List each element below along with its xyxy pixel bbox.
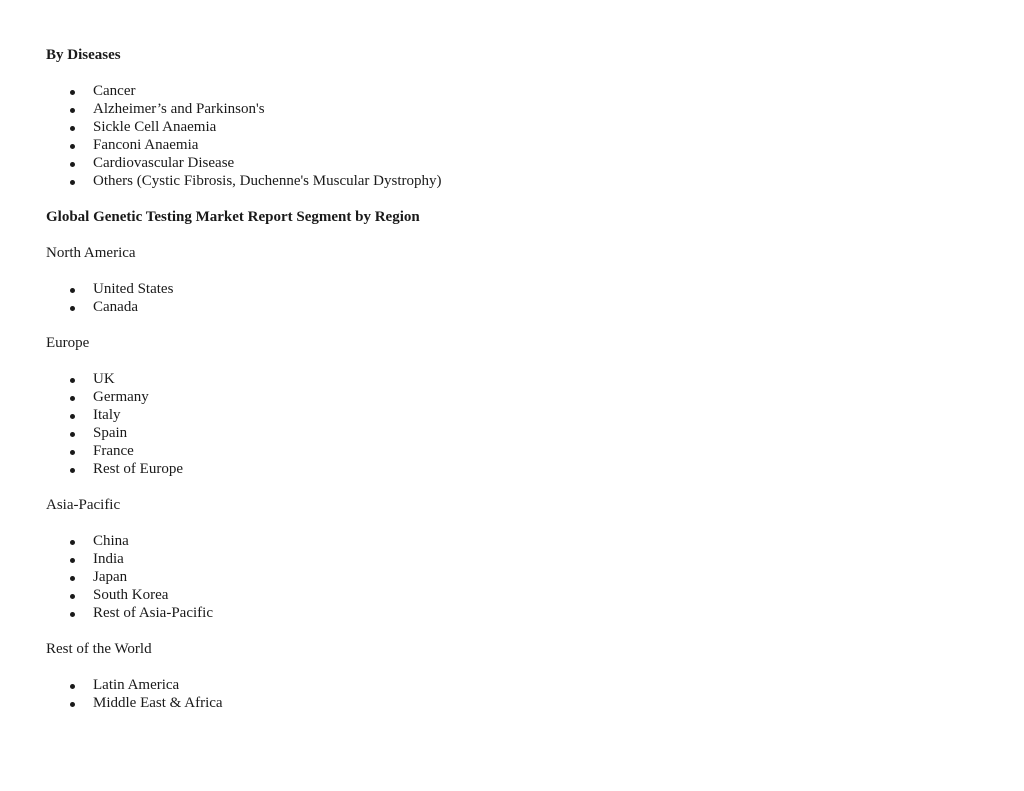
bullet-icon: [70, 594, 75, 599]
region-segment-heading: Global Genetic Testing Market Report Segment by Region: [46, 209, 420, 225]
region-north-america: North America: [46, 245, 136, 261]
bullet-icon: [70, 180, 75, 185]
north-america-list: [46, 280, 986, 316]
list-item-label: India: [93, 551, 124, 567]
list-item: [46, 424, 986, 442]
bullet-icon: [70, 126, 75, 131]
list-item-label: Japan: [93, 569, 128, 585]
list-item: [46, 586, 986, 604]
list-item-label: Sickle Cell Anaemia: [93, 119, 217, 135]
bullet-icon: [70, 468, 75, 473]
rest-of-world-list: [46, 676, 986, 712]
bullet-icon: [70, 450, 75, 455]
list-item-label: Alzheimer’s and Parkinson's: [93, 101, 265, 117]
list-item: [46, 388, 986, 406]
region-asia-pacific: Asia-Pacific: [46, 497, 121, 513]
list-item-label: Rest of Europe: [93, 461, 183, 477]
list-item: [46, 406, 986, 424]
region-europe: Europe: [46, 335, 90, 351]
list-item-label: Italy: [93, 407, 121, 423]
list-item: [46, 82, 986, 100]
list-item: [46, 676, 986, 694]
list-item: [46, 280, 986, 298]
bullet-icon: [70, 432, 75, 437]
list-item: [46, 442, 986, 460]
bullet-icon: [70, 90, 75, 95]
bullet-icon: [70, 702, 75, 707]
bullet-icon: [70, 306, 75, 311]
list-item: [46, 136, 986, 154]
bullet-icon: [70, 576, 75, 581]
bullet-icon: [70, 612, 75, 617]
bullet-icon: [70, 414, 75, 419]
bullet-icon: [70, 684, 75, 689]
list-item-label: Canada: [93, 299, 138, 315]
list-item: [46, 118, 986, 136]
list-item-label: Rest of Asia-Pacific: [93, 605, 213, 621]
bullet-icon: [70, 288, 75, 293]
list-item: [46, 694, 986, 712]
list-item: [46, 604, 986, 622]
list-item: [46, 370, 986, 388]
list-item-label: Cardiovascular Disease: [93, 155, 235, 171]
list-item-label: Spain: [93, 425, 128, 441]
list-item-label: UK: [93, 371, 115, 387]
list-item-label: Middle East & Africa: [93, 695, 223, 711]
list-item: [46, 298, 986, 316]
list-item: [46, 568, 986, 586]
bullet-icon: [70, 558, 75, 563]
list-item-label: Others (Cystic Fibrosis, Duchenne's Muscular Dystrophy): [93, 173, 442, 189]
bullet-icon: [70, 162, 75, 167]
list-item: [46, 532, 986, 550]
list-item-label: France: [93, 443, 134, 459]
bullet-icon: [70, 396, 75, 401]
list-item-label: Cancer: [93, 83, 136, 99]
list-item-label: United States: [93, 281, 174, 297]
list-item: [46, 172, 986, 190]
bullet-icon: [70, 540, 75, 545]
diseases-list: [46, 82, 986, 190]
list-item-label: Fanconi Anaemia: [93, 137, 199, 153]
list-item-label: Germany: [93, 389, 149, 405]
europe-list: [46, 370, 986, 478]
list-item-label: China: [93, 533, 129, 549]
bullet-icon: [70, 378, 75, 383]
region-rest-of-world: Rest of the World: [46, 641, 152, 657]
list-item: [46, 460, 986, 478]
asia-pacific-list: [46, 532, 986, 622]
bullet-icon: [70, 144, 75, 149]
list-item: [46, 100, 986, 118]
bullet-icon: [70, 108, 75, 113]
list-item-label: South Korea: [93, 587, 169, 603]
document-page: [46, 46, 986, 730]
diseases-heading: By Diseases: [46, 47, 121, 63]
list-item-label: Latin America: [93, 677, 180, 693]
list-item: [46, 550, 986, 568]
list-item: [46, 154, 986, 172]
